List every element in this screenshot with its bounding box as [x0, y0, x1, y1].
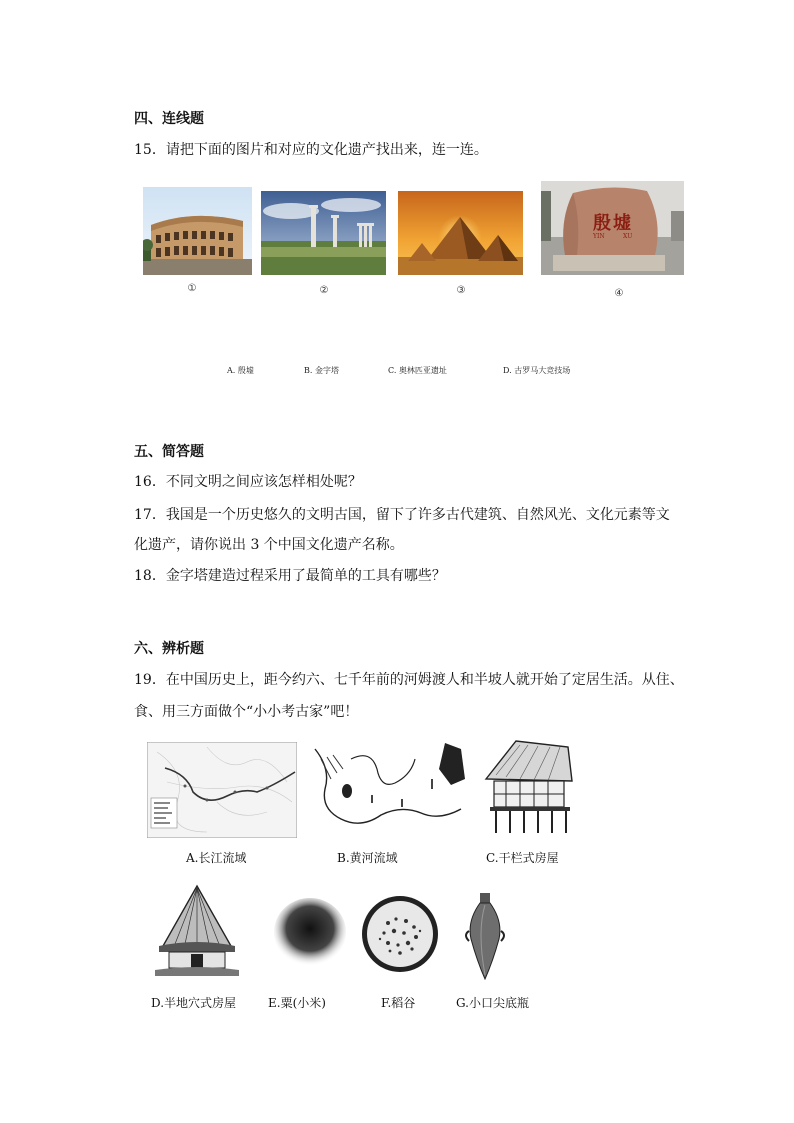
caption-e: E.粟(小米) [268, 996, 326, 1010]
option-a: A. 殷墟 [227, 366, 254, 375]
question-15: 15．请把下面的图片和对应的文化遗产找出来，连一连。 [134, 142, 488, 158]
semi-subterranean-house-image [155, 882, 239, 976]
yangtze-map-image [147, 742, 297, 838]
rice-image [360, 893, 441, 975]
pyramids-photo [398, 191, 523, 275]
caption-c: C.干栏式房屋 [486, 851, 559, 865]
stone-pinyin-right: XU [623, 233, 633, 240]
option-d: D. 古罗马大竞技场 [503, 366, 571, 375]
stone-pinyin-left: YIN [593, 233, 605, 240]
question-19-line-1: 19．在中国历史上，距今约六、七千年前的河姆渡人和半坡人就开始了定居生活。从住、 [134, 672, 684, 688]
stone-inscription: 殷墟 [593, 213, 633, 234]
yinxu-stone-photo [541, 181, 684, 275]
pointed-bottom-bottle-image [463, 891, 507, 980]
section-6-heading: 六、辨析题 [134, 641, 204, 657]
option-b: B. 金字塔 [304, 366, 339, 375]
millet-image [270, 896, 346, 974]
question-17-line-2: 化遗产，请你说出 3 个中国文化遗产名称。 [134, 537, 404, 553]
picture-number-1: ① [187, 283, 197, 294]
picture-number-4: ④ [614, 288, 624, 299]
colosseum-photo [143, 187, 252, 275]
section-5-heading: 五、简答题 [134, 444, 204, 460]
yellow-river-map-image [311, 739, 468, 839]
question-19-line-2: 食、用三方面做个“小小考古家”吧！ [134, 704, 359, 720]
option-c: C. 奥林匹亚遗址 [388, 366, 447, 375]
caption-b: B.黄河流域 [337, 851, 398, 865]
question-17-line-1: 17．我国是一个历史悠久的文明古国，留下了许多古代建筑、自然风光、文化元素等文 [134, 507, 670, 523]
section-4-heading: 四、连线题 [134, 111, 204, 127]
caption-f: F.稻谷 [381, 996, 416, 1010]
question-18: 18．金字塔建造过程采用了最简单的工具有哪些？ [134, 568, 446, 584]
picture-number-2: ② [319, 285, 329, 296]
picture-number-3: ③ [456, 285, 466, 296]
olympia-columns-photo [261, 191, 386, 275]
stilt-house-image [476, 737, 579, 837]
caption-g: G.小口尖底瓶 [456, 996, 529, 1010]
caption-d: D.半地穴式房屋 [151, 996, 237, 1010]
caption-a: A.长江流域 [186, 851, 247, 865]
question-16: 16．不同文明之间应该怎样相处呢？ [134, 474, 362, 490]
